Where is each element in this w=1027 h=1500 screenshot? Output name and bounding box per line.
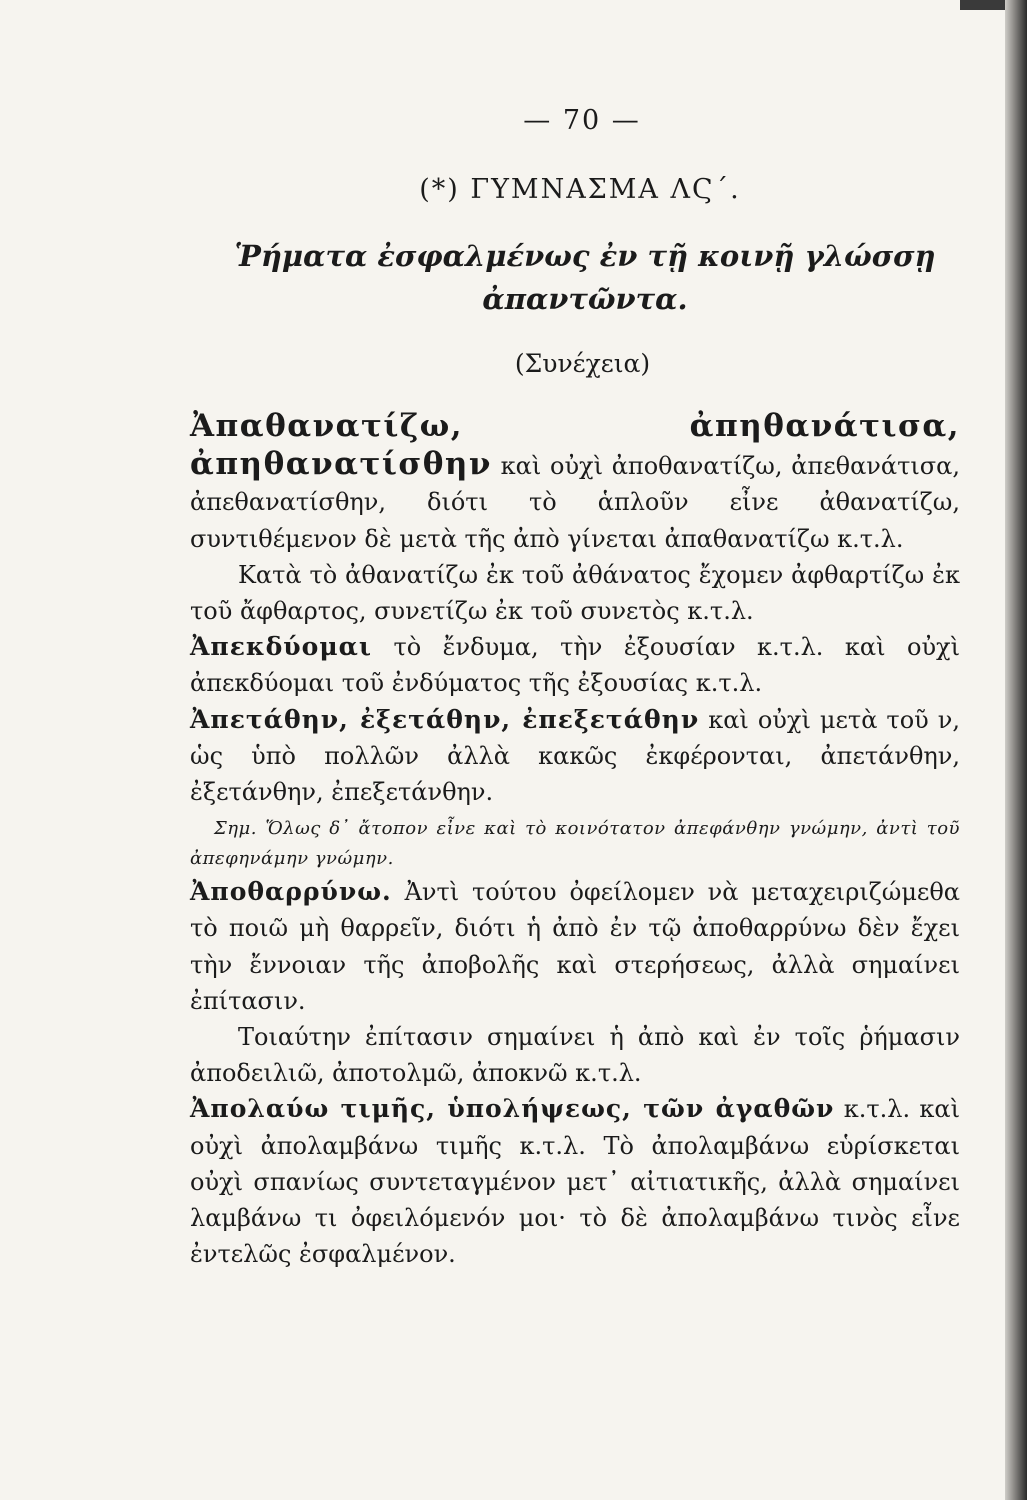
page-content — [190, 95, 960, 1272]
section-title: Ῥήματα ἐσφαλμένως ἐν τῇ κοινῇ γλώσσῃ ἀπαντῶντα. — [234, 239, 936, 316]
entry-lemma: Ἀπετάθην, ἐξετάθην, ἐπεξετάθην — [190, 704, 700, 734]
entry-text: καὶ οὐχὶ μετὰ τοῦ ν, ὡς ὑπὸ πολλῶν ἀλλὰ κακῶς ἐκφέρονται, ἀπετάνθην, ἐξετάνθην, ἐπεξετάνθην. — [190, 705, 960, 807]
entry-apekdyomai — [190, 629, 960, 701]
entry-lemma: Ἀπεκδύομαι — [190, 632, 372, 662]
entry-text: κ.τ.λ. καὶ οὐχὶ ἀπολαμβάνω τιμῆς κ.τ.λ. Τὸ ἀπολαμβάνω εὑρίσκεται οὐχὶ σπανίως συντεταγμένον μετ᾽ αἰτιατικῆς, ἀλλὰ σημαίνει λαμβάνω τι ὀφειλόμενόν μοι· τὸ δὲ ἀπολαμβάνω τινὸς εἶνε ἐντελῶς ἐσφαλμένον. — [190, 1095, 961, 1269]
note-text: Σημ. Ὅλως δ᾽ ἄτοπον εἶνε καὶ τὸ κοινότατον ἀπεφάνθην γνώμην, ἀντὶ τοῦ ἀπεφηνάμην γνώμην. — [190, 818, 960, 870]
entry-text: Κατὰ τὸ ἀθανατίζω ἐκ τοῦ ἀθάνατος ἔχομεν ἀφθαρτίζω ἐκ τοῦ ἄφθαρτος, συνετίζω ἐκ τοῦ συνετὸς κ.τ.λ. — [190, 560, 960, 626]
entry-lemma: Ἀπαθανατίζω, ἀπηθανάτισα, ἀπηθανατίσθην — [190, 408, 960, 483]
entry-apotharryno — [190, 874, 960, 1019]
exercise-heading: (*) ΓΥΜΝΑΣΜΑ ΛϚ΄. — [419, 174, 741, 205]
continuation-label: (Συνέχεια) — [514, 349, 651, 378]
scan-edge-right — [1005, 0, 1027, 1500]
entry-lemma: Ἀποθαρρύνω. — [190, 877, 392, 907]
entry-apathanatizo — [190, 408, 960, 557]
entry-apolauo — [190, 1091, 960, 1272]
paragraph-kata — [190, 557, 960, 629]
page-number: — 70 — — [523, 105, 641, 136]
entry-lemma: Ἀπολαύω τιμῆς, ὑπολήψεως, τῶν ἀγαθῶν — [190, 1094, 835, 1124]
entry-text: Τοιαύτην ἐπίτασιν σημαίνει ἡ ἀπὸ καὶ ἐν τοῖς ῥήμασιν ἀποδειλιῶ, ἀποτολμῶ, ἀποκνῶ κ.τ.λ. — [190, 1023, 960, 1088]
note-paragraph — [190, 814, 960, 874]
entry-apetathin — [190, 702, 960, 811]
entry-text: καὶ οὐχὶ ἀποθανατίζω, ἀπεθανάτισα, ἀπεθανατίσθην, διότι τὸ ἁπλοῦν εἶνε ἀθανατίζω, συντιθέμενον δὲ μετὰ τῆς ἀπὸ γίνεται ἀπαθανατίζω κ.τ.λ. — [190, 452, 960, 553]
entry-text: Ἀντὶ τούτου ὀφείλομεν νὰ μεταχειριζώμεθα τὸ ποιῶ μὴ θαρρεῖν, διότι ἡ ἀπὸ ἐν τῷ ἀποθαρρύνω δὲν ἔχει τὴν ἔννοιαν τῆς ἀποβολῆς καὶ στερήσεως, ἀλλὰ σημαίνει ἐπίτασιν. — [190, 878, 960, 1015]
entry-text: τὸ ἔνδυμα, τὴν ἐξουσίαν κ.τ.λ. καὶ οὐχὶ ἀπεκδύομαι τοῦ ἐνδύματος τῆς ἐξουσίας κ.τ.λ. — [190, 633, 960, 698]
paragraph-epitasis — [190, 1019, 960, 1091]
